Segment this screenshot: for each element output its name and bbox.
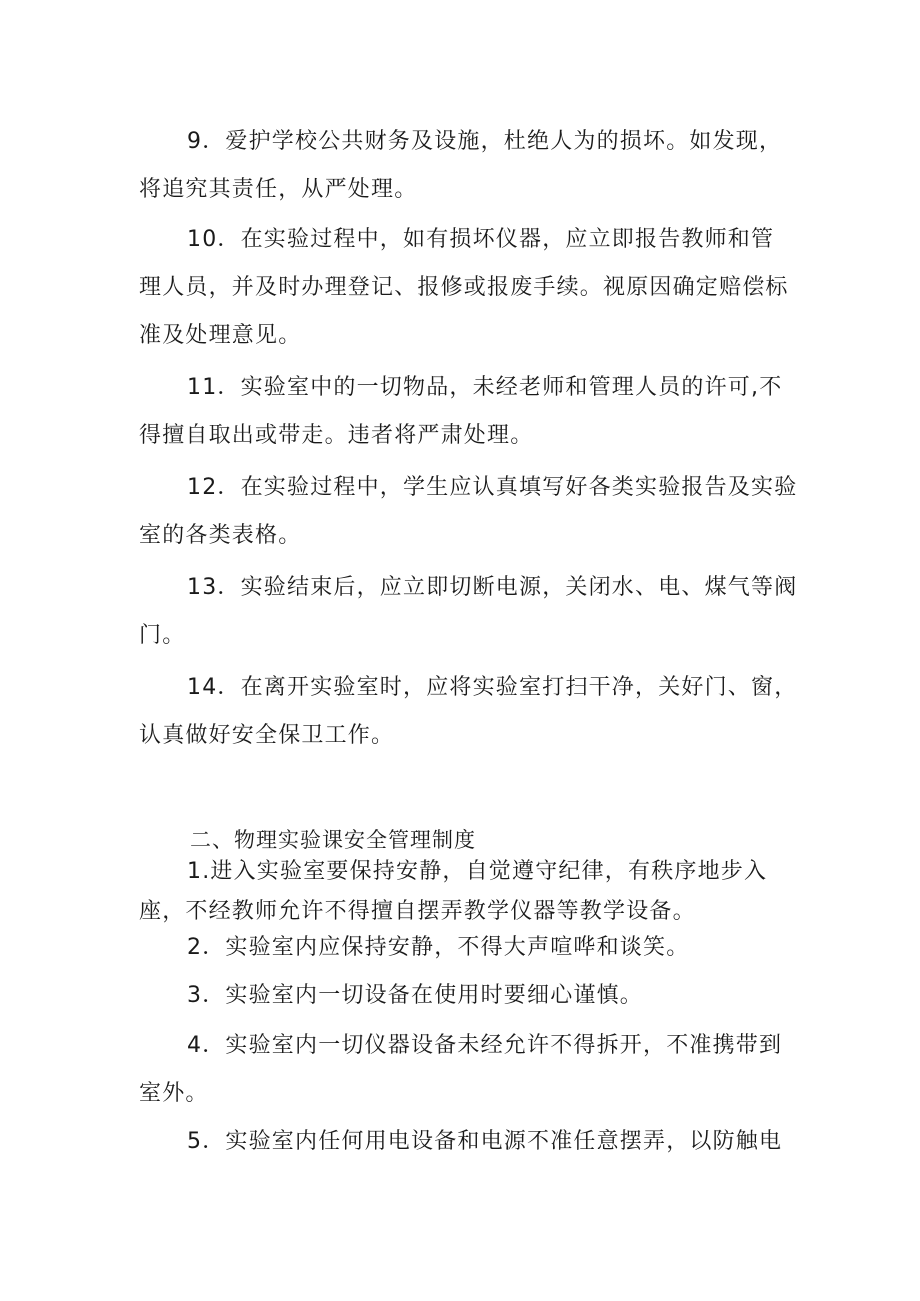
physics-rule-1 <box>139 852 789 932</box>
physics-rule-4 <box>139 1022 789 1118</box>
rule-line: 室的各类表格。 <box>139 523 302 548</box>
physics-rule-2 <box>139 924 789 972</box>
rule-line: 4．实验室内一切仪器设备未经允许不得拆开，不准携带到 <box>187 1033 783 1058</box>
rule-line: 座，不经教师允许不得擅自摆弄教学仪器等教学设备。 <box>139 899 696 924</box>
rule-13 <box>139 564 798 660</box>
rule-line: 1.进入实验室要保持安静，自觉遵守纪律，有秩序地步入 <box>187 859 768 884</box>
rule-line: 室外。 <box>139 1081 209 1106</box>
rule-line: 12．在实验过程中，学生应认真填写好各类实验报告及实验 <box>187 475 798 500</box>
rule-11 <box>139 364 789 460</box>
physics-rule-3 <box>139 972 789 1020</box>
rule-line: 认真做好安全保卫工作。 <box>139 723 395 748</box>
rule-line: 3．实验室内一切设备在使用时要细心谨慎。 <box>187 983 643 1008</box>
rule-14 <box>139 664 798 760</box>
rule-line: 11．实验室中的一切物品，未经老师和管理人员的许可,不 <box>187 375 783 400</box>
physics-rule-5 <box>139 1118 789 1166</box>
rule-line: 准及处理意见。 <box>139 323 302 348</box>
rule-line: 门。 <box>139 623 186 648</box>
rule-12 <box>139 464 798 560</box>
rule-line: 2．实验室内应保持安静，不得大声喧哗和谈笑。 <box>187 935 690 960</box>
rule-9 <box>139 118 789 214</box>
rule-line: 13．实验结束后，应立即切断电源，关闭水、电、煤气等阀 <box>187 575 798 600</box>
rule-line: 14．在离开实验室时，应将实验室打扫干净，关好门、窗， <box>187 675 798 700</box>
rule-line: 将追究其责任，从严处理。 <box>139 177 418 202</box>
rule-line: 得擅自取出或带走。违者将严肃处理。 <box>139 423 534 448</box>
rule-line: 9．爱护学校公共财务及设施，杜绝人为的损坏。如发现， <box>187 129 783 154</box>
rule-line: 理人员，并及时办理登记、报修或报废手续。视原因确定赔偿标 <box>139 275 789 300</box>
rule-line: 5．实验室内任何用电设备和电源不准任意摆弄，以防触电 <box>187 1129 783 1154</box>
rule-10 <box>139 216 789 360</box>
section-heading: 二、物理实验课安全管理制度 <box>190 828 476 852</box>
rule-line: 10．在实验过程中，如有损坏仪器，应立即报告教师和管 <box>187 227 775 252</box>
